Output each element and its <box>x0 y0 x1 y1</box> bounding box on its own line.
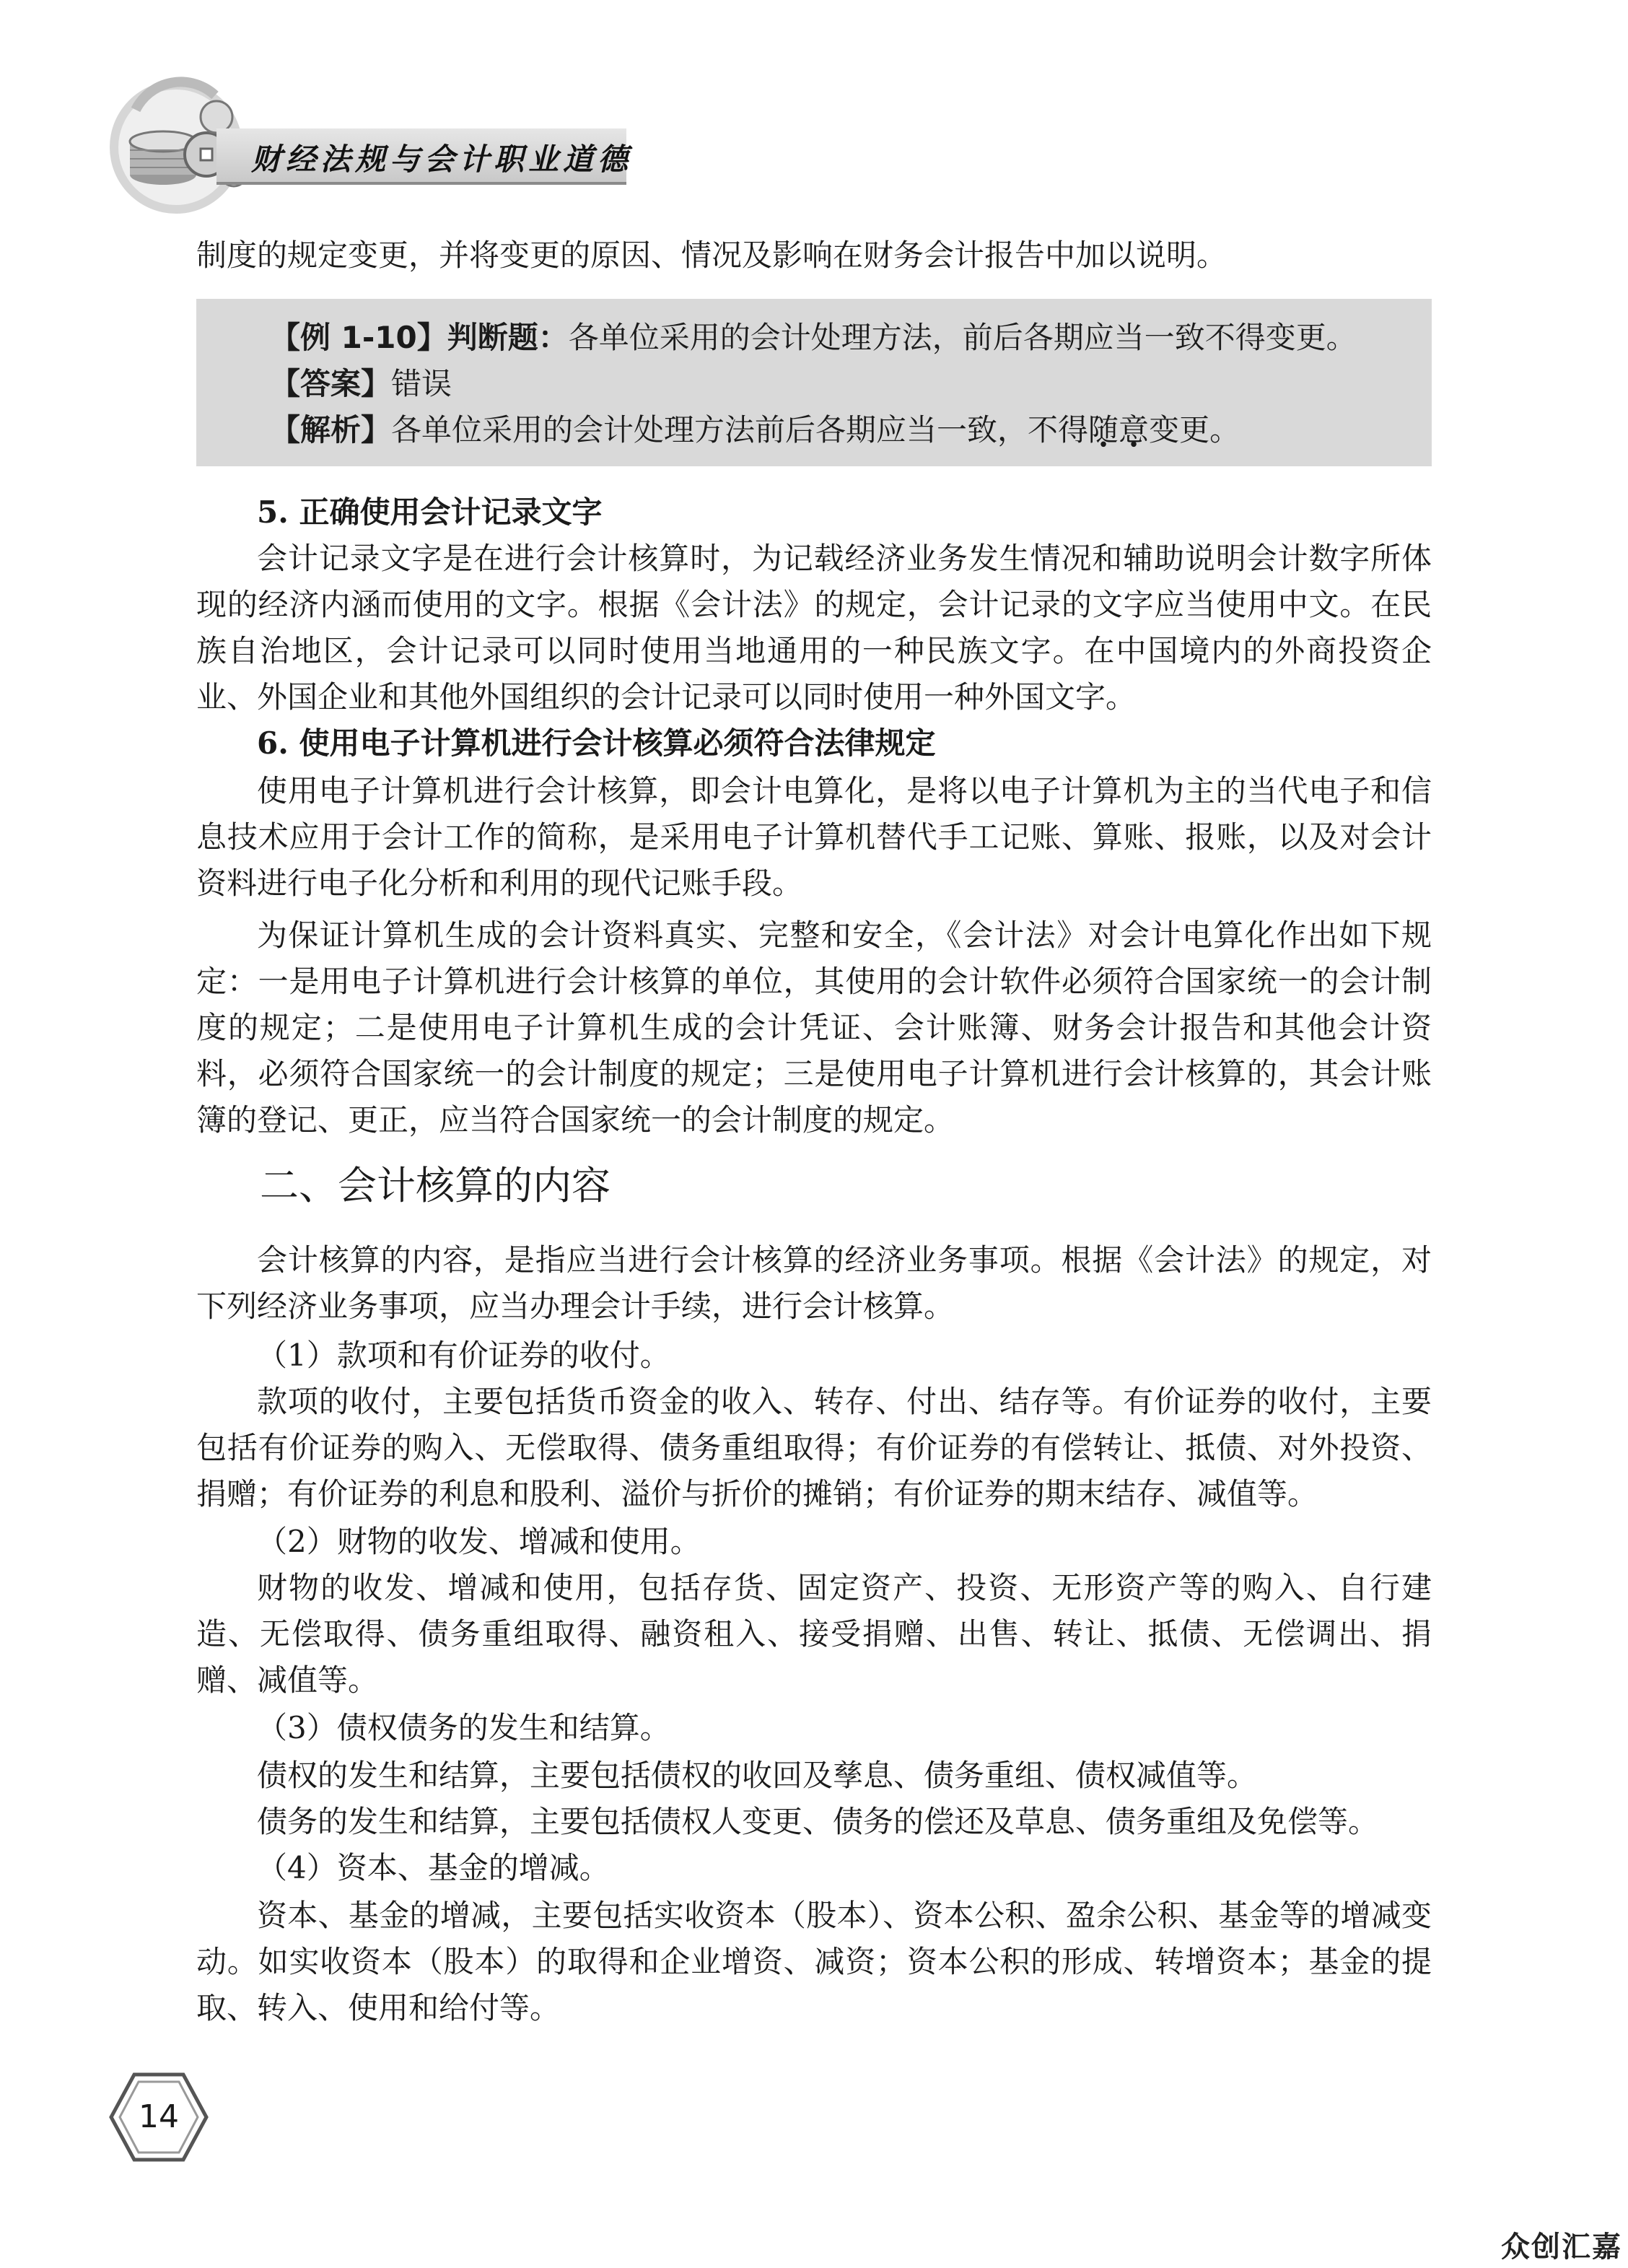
item1-title: （1）款项和有价证券的收付。 <box>257 1338 670 1373</box>
section6-heading: 6. 使用电子计算机进行会计核算必须符合法律规定 <box>257 725 936 761</box>
part2-intro: 会计核算的内容，是指应当进行会计核算的经济业务事项。根据《会计法》的规定，对下列经济业务事项，应当办理会计手续，进行会计核算。 <box>196 1242 1432 1324</box>
section-title: 二、会计核算的内容 <box>260 1163 610 1208</box>
page-number-badge <box>108 2070 209 2164</box>
running-header-title: 财经法规与会计职业道德 <box>251 141 633 177</box>
example-question <box>270 315 1357 361</box>
intro-line: 制度的规定变更，并将变更的原因、情况及影响在财务会计报告中加以说明。 <box>196 237 1227 273</box>
item1-text: 款项的收付，主要包括货币资金的收入、转存、付出、结存等。有价证券的收付，主要包括有价证券的购入、无偿取得、债务重组取得；有价证券的有偿转让、抵债、对外投资、捐赠；有价证券的利息和股利、溢价与折价的摊销；有价证券的期末结存、减值等。 <box>196 1384 1432 1512</box>
section5-heading: 5. 正确使用会计记录文字 <box>257 494 603 530</box>
item3-title: （3）债权债务的发生和结算。 <box>257 1710 670 1745</box>
emphasis-char: 意 <box>1119 412 1150 448</box>
example-analysis-text-end: 变更。 <box>1149 412 1240 448</box>
example-question-label: 【例 1-10】判断题： <box>270 320 569 355</box>
example-answer-label: 【答案】 <box>270 366 392 401</box>
example-question-text: 各单位采用的会计处理方法，前后各期应当一致不得变更。 <box>568 320 1357 355</box>
watermark: 众创汇嘉 <box>1501 2230 1622 2264</box>
item3-text-1: 债权的发生和结算，主要包括债权的收回及孳息、债务重组、债权减值等。 <box>257 1758 1258 1793</box>
emphasis-char: 随 <box>1088 412 1119 448</box>
item4-text: 资本、基金的增减，主要包括实收资本（股本）、资本公积、盈余公积、基金等的增减变动。如实收资本（股本）的取得和企业增资、减资；资本公积的形成、转增资本；基金的提取、转入、使用和给付等。 <box>196 1898 1432 2025</box>
example-analysis-label: 【解析】 <box>270 412 392 448</box>
example-analysis-text: 各单位采用的会计处理方法前后各期应当一致，不得 <box>391 412 1089 448</box>
item2-title: （2）财物的收发、增减和使用。 <box>257 1524 701 1559</box>
item4-title: （4）资本、基金的增减。 <box>257 1850 610 1885</box>
item3-text-2: 债务的发生和结算，主要包括债权人变更、债务的偿还及草息、债务重组及免偿等。 <box>257 1804 1379 1839</box>
section6-paragraph-2: 为保证计算机生成的会计资料真实、完整和安全，《会计法》对会计电算化作出如下规定：一是用电子计算机进行会计核算的单位，其使用的会计软件必须符合国家统一的会计制度的规定；二是使用电子计算机生成的会计凭证、会计账簿、财务会计报告和其他会计资料，必须符合国家统一的会计制度的规定；三是使用电子计算机进行会计核算的，其会计账簿的登记、更正，应当符合国家统一的会计制度的规定。 <box>196 917 1432 1138</box>
example-answer <box>270 361 452 407</box>
page-number: 14 <box>139 2098 179 2135</box>
section5-paragraph: 会计记录文字是在进行会计核算时，为记载经济业务发生情况和辅助说明会计数字所体现的经济内涵而使用的文字。根据《会计法》的规定，会计记录的文字应当使用中文。在民族自治地区，会计记录可以同时使用当地通用的一种民族文字。在中国境内的外商投资企业、外国企业和其他外国组织的会计记录可以同时使用一种外国文字。 <box>196 541 1432 715</box>
section6-paragraph-1: 使用电子计算机进行会计核算，即会计电算化，是将以电子计算机为主的当代电子和信息技术应用于会计工作的简称，是采用电子计算机替代手工记账、算账、报账，以及对会计资料进行电子化分析和利用的现代记账手段。 <box>196 773 1432 901</box>
example-analysis <box>270 407 1240 453</box>
item2-text: 财物的收发、增减和使用，包括存货、固定资产、投资、无形资产等的购入、自行建造、无偿取得、债务重组取得、融资租入、接受捐赠、出售、转让、抵债、无偿调出、捐赠、减值等。 <box>196 1570 1432 1698</box>
example-answer-text: 错误 <box>391 366 452 401</box>
